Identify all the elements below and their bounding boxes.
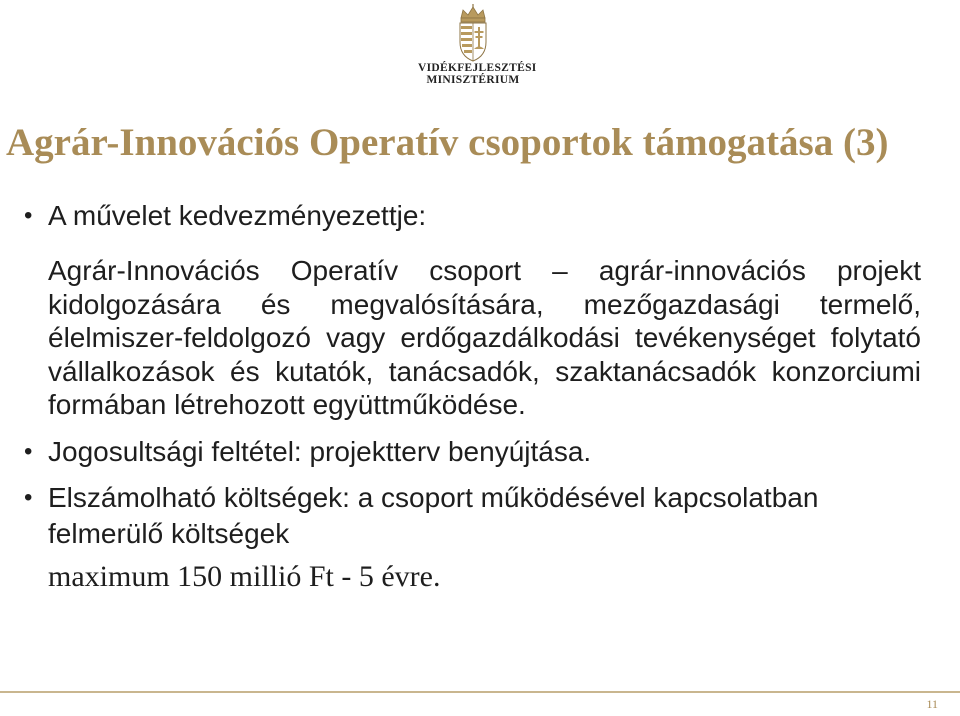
ministry-logo xyxy=(418,4,537,94)
slide-title: Agrár-Innovációs Operatív csoportok támogatása (3) xyxy=(6,121,889,164)
coat-of-arms-icon xyxy=(453,4,493,62)
bullet-icon: • xyxy=(24,483,33,511)
bullet-eligible-costs-line2: felmerülő költségek xyxy=(48,517,290,549)
bullet-eligibility xyxy=(24,434,924,470)
ministry-name-line2: MINISZTÉRIUM xyxy=(426,74,520,86)
bullet-icon: • xyxy=(24,202,33,229)
maximum-amount: maximum 150 millió Ft - 5 évre. xyxy=(48,559,441,593)
slide-content xyxy=(24,198,924,594)
beneficiary-description: Agrár-Innovációs Operatív csoport – agrár-innovációs projekt kidolgozására és megvalósítására, mezőgazdasági termelő, élelmiszer-feldolgozó vagy erdőgazdálkodási tevékenységet folytató vállalkozások és kutatók, tanácsadók, szaktanácsadók konzorciumi formában létrehozott együttműködése. xyxy=(48,255,921,420)
bullet-beneficiary xyxy=(24,198,924,234)
bullet-beneficiary-label: A művelet kedvezményezettje: xyxy=(48,200,427,231)
bullet-eligibility-text: Jogosultsági feltétel: projektterv benyújtása. xyxy=(48,435,592,467)
footer-rule xyxy=(0,691,960,693)
ministry-name-line1: VIDÉKFEJLESZTÉSI xyxy=(418,62,537,74)
bullet-eligible-costs xyxy=(24,480,924,516)
page-number: 11 xyxy=(926,697,938,711)
bullet-eligible-costs-line1: Elszámolható költségek: a csoport működésével kapcsolatban xyxy=(48,481,819,513)
bullet-icon: • xyxy=(24,437,33,465)
